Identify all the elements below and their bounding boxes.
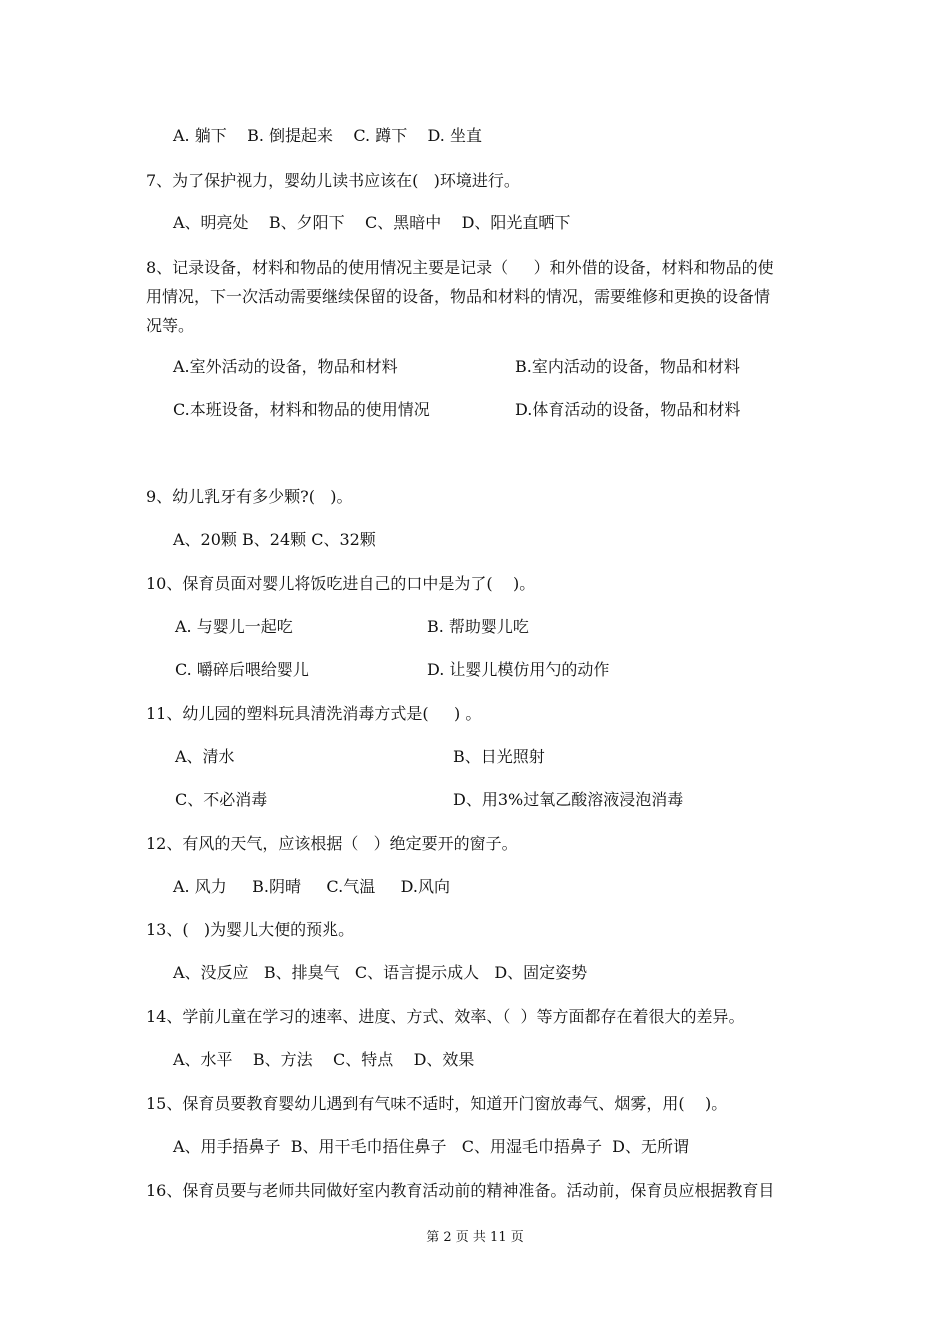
q10-option-c: C. 嚼碎后喂给婴儿 — [175, 660, 309, 679]
q14-options: A、水平 B、方法 C、特点 D、效果 — [173, 1050, 475, 1069]
q10-option-b: B. 帮助婴儿吃 — [427, 617, 529, 636]
question-13: 13、( )为婴儿大便的预兆。 — [146, 920, 355, 939]
q11-option-d: D、用3%过氧乙酸溶液浸泡消毒 — [453, 790, 684, 809]
q10-option-d: D. 让婴儿模仿用勺的动作 — [427, 660, 610, 679]
q11-option-b: B、日光照射 — [453, 747, 545, 766]
question-11: 11、幼儿园的塑料玩具清洗消毒方式是( ) 。 — [146, 704, 482, 723]
q8-option-d: D.体育活动的设备，物品和材料 — [515, 400, 741, 419]
question-16: 16、保育员要与老师共同做好室内教育活动前的精神准备。活动前，保育员应根据教育目 — [146, 1181, 775, 1200]
question-9: 9、幼儿乳牙有多少颗?( )。 — [146, 487, 353, 506]
page-footer: 第 2 页 共 11 页 — [426, 1230, 524, 1245]
question-8-line-3: 况等。 — [146, 316, 195, 335]
question-8-line-2: 用情况，下一次活动需要继续保留的设备，物品和材料的情况，需要维修和更换的设备情 — [146, 287, 771, 306]
question-12: 12、有风的天气，应该根据（ ）绝定要开的窗子。 — [146, 834, 518, 853]
q11-option-c: C、不必消毒 — [175, 790, 268, 809]
question-15: 15、保育员要教育婴幼儿遇到有气味不适时，知道开门窗放毒气、烟雾，用( )。 — [146, 1094, 728, 1113]
q15-options: A、用手捂鼻子 B、用干毛巾捂住鼻子 C、用湿毛巾捂鼻子 D、无所谓 — [173, 1137, 689, 1156]
question-8-line-1: 8、记录设备，材料和物品的使用情况主要是记录（ ）和外借的设备，材料和物品的使 — [146, 258, 774, 277]
q10-option-a: A. 与婴儿一起吃 — [175, 617, 293, 636]
q9-options: A、20颗 B、24颗 C、32颗 — [173, 530, 376, 549]
q7-options: A、明亮处 B、夕阳下 C、黑暗中 D、阳光直晒下 — [173, 213, 571, 232]
q8-option-b: B.室内活动的设备，物品和材料 — [515, 357, 740, 376]
q8-option-c: C.本班设备，材料和物品的使用情况 — [173, 400, 430, 419]
question-7: 7、为了保护视力，婴幼儿读书应该在( )环境进行。 — [146, 171, 520, 190]
q8-option-a: A.室外活动的设备，物品和材料 — [173, 357, 398, 376]
q13-options: A、没反应 B、排臭气 C、语言提示成人 D、固定姿势 — [173, 963, 588, 982]
q11-option-a: A、清水 — [175, 747, 235, 766]
q6-options: A. 躺下 B. 倒提起来 C. 蹲下 D. 坐直 — [173, 126, 482, 145]
question-10: 10、保育员面对婴儿将饭吃进自己的口中是为了( )。 — [146, 574, 536, 593]
q12-options: A. 风力 B.阴晴 C.气温 D.风向 — [173, 877, 450, 896]
question-14: 14、学前儿童在学习的速率、进度、方式、效率、（ ）等方面都存在着很大的差异。 — [146, 1007, 745, 1026]
